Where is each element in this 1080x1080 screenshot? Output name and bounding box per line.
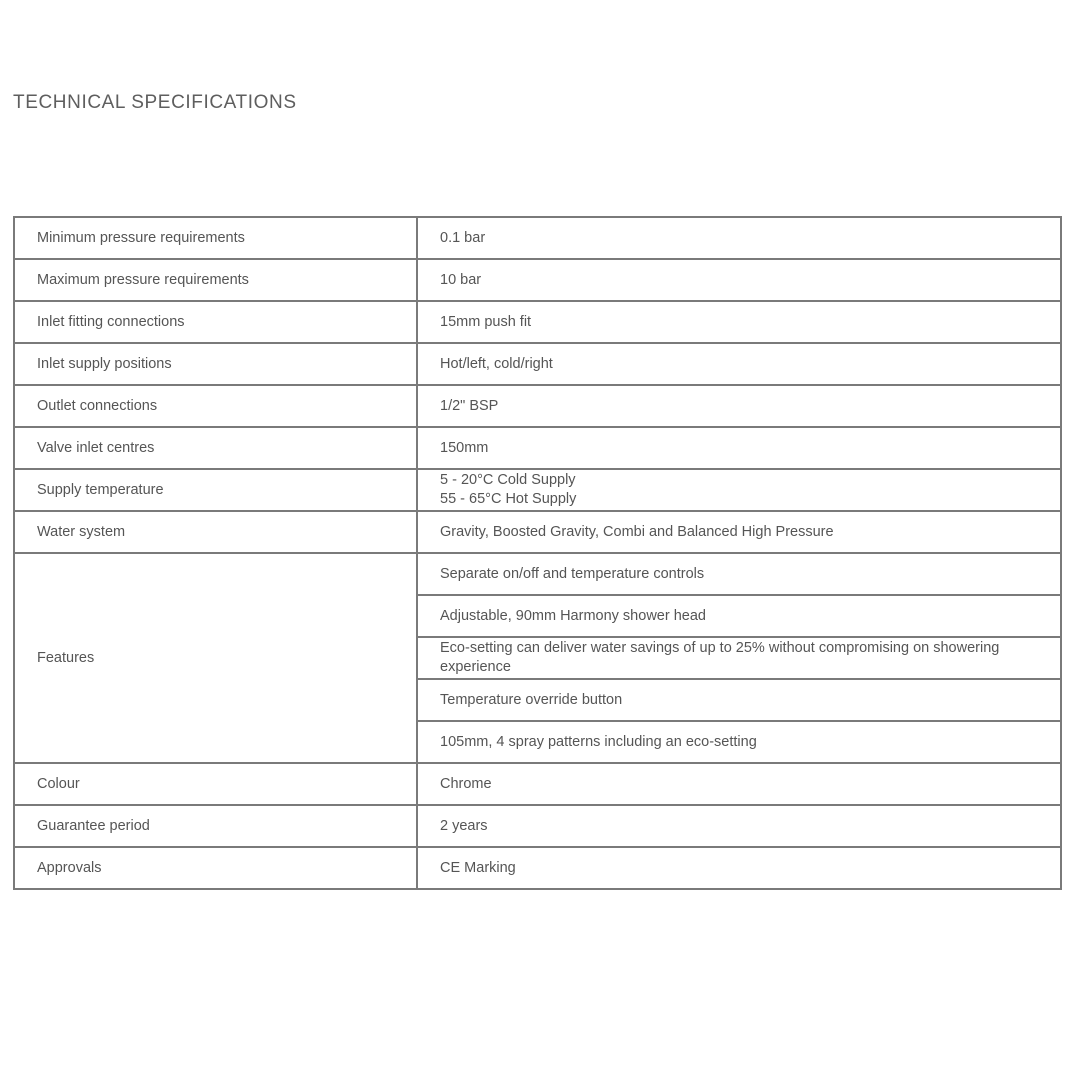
spec-label: Maximum pressure requirements bbox=[14, 259, 417, 301]
spec-value bbox=[417, 469, 1061, 511]
spec-value: 10 bar bbox=[417, 259, 1061, 301]
table-row bbox=[14, 553, 1061, 595]
table-row bbox=[14, 511, 1061, 553]
spec-value: 150mm bbox=[417, 427, 1061, 469]
spec-value: Chrome bbox=[417, 763, 1061, 805]
spec-label: Minimum pressure requirements bbox=[14, 217, 417, 259]
spec-value: CE Marking bbox=[417, 847, 1061, 889]
table-row bbox=[14, 301, 1061, 343]
spec-label: Features bbox=[14, 553, 417, 763]
cold-supply-text: 5 - 20°C Cold Supply bbox=[440, 472, 576, 488]
spec-value: Gravity, Boosted Gravity, Combi and Balanced High Pressure bbox=[417, 511, 1061, 553]
spec-value: 1/2" BSP bbox=[417, 385, 1061, 427]
feature-item: Eco-setting can deliver water savings of up to 25% without compromising on showering experience bbox=[417, 637, 1061, 679]
table-row bbox=[14, 805, 1061, 847]
spec-label: Inlet fitting connections bbox=[14, 301, 417, 343]
spec-label: Inlet supply positions bbox=[14, 343, 417, 385]
spec-label: Guarantee period bbox=[14, 805, 417, 847]
spec-label: Water system bbox=[14, 511, 417, 553]
table-row bbox=[14, 259, 1061, 301]
table-row bbox=[14, 217, 1061, 259]
spec-label: Approvals bbox=[14, 847, 417, 889]
spec-value: Hot/left, cold/right bbox=[417, 343, 1061, 385]
table-row bbox=[14, 427, 1061, 469]
spec-label: Colour bbox=[14, 763, 417, 805]
spec-table bbox=[13, 216, 1062, 890]
spec-value: 2 years bbox=[417, 805, 1061, 847]
spec-label: Outlet connections bbox=[14, 385, 417, 427]
feature-item: Temperature override button bbox=[417, 679, 1061, 721]
spec-label: Supply temperature bbox=[14, 469, 417, 511]
table-row bbox=[14, 763, 1061, 805]
feature-item: 105mm, 4 spray patterns including an eco-setting bbox=[417, 721, 1061, 763]
spec-label: Valve inlet centres bbox=[14, 427, 417, 469]
table-row bbox=[14, 847, 1061, 889]
spec-value: 0.1 bar bbox=[417, 217, 1061, 259]
table-row bbox=[14, 385, 1061, 427]
feature-item: Separate on/off and temperature controls bbox=[417, 553, 1061, 595]
table-row bbox=[14, 469, 1061, 511]
hot-supply-text: 55 - 65°C Hot Supply bbox=[440, 491, 577, 507]
page-title: TECHNICAL SPECIFICATIONS bbox=[13, 92, 297, 113]
feature-item: Adjustable, 90mm Harmony shower head bbox=[417, 595, 1061, 637]
spec-value: 15mm push fit bbox=[417, 301, 1061, 343]
table-row bbox=[14, 343, 1061, 385]
